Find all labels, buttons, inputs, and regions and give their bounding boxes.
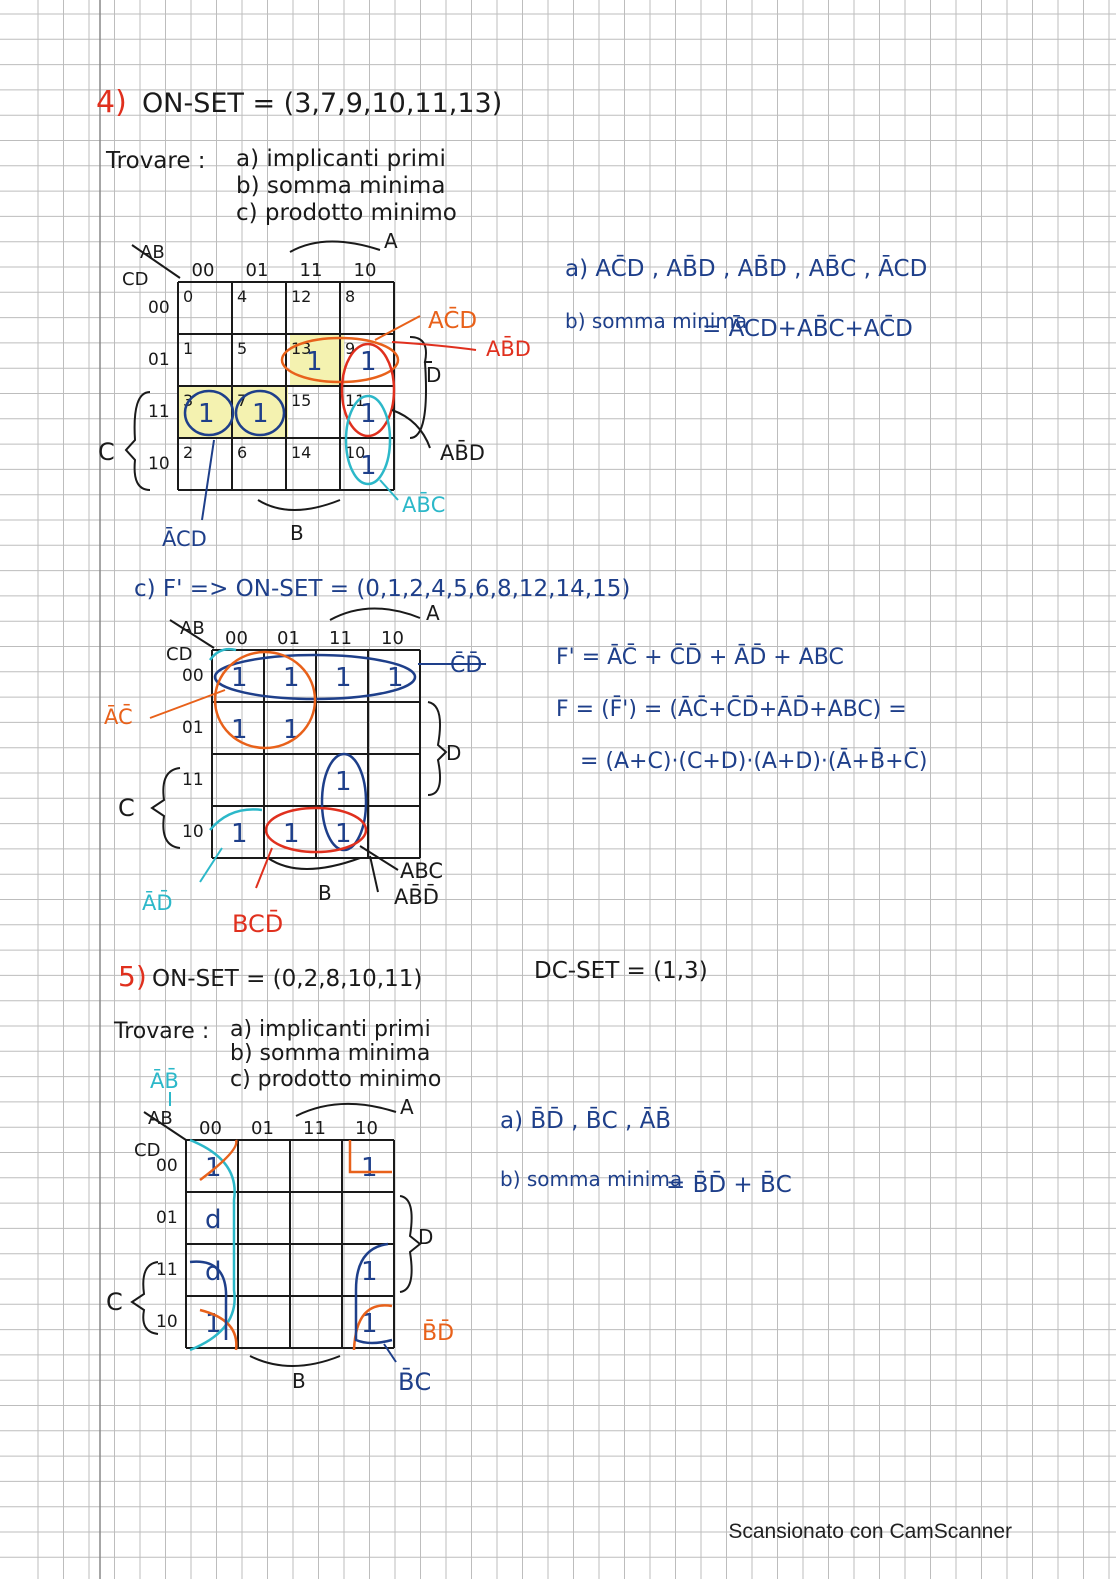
kmap-row-header: 00 [156, 1156, 178, 1177]
kmap-cell-index: 7 [237, 391, 248, 410]
kmap3-row-var: CD [134, 1140, 161, 1161]
kmap2 [104, 601, 486, 938]
kmap3-col-var: AB [148, 1108, 173, 1129]
kmap1-row-var: CD [122, 269, 149, 290]
kmap-cell-index: 0 [183, 287, 194, 306]
brace-c3 [132, 1262, 158, 1334]
kmap1-label-d: D [426, 363, 442, 387]
problem4-number: 4) [96, 85, 127, 120]
brace-b3 [250, 1356, 340, 1366]
kmap-col-header: 10 [381, 628, 404, 649]
kmap-cell-index: 4 [237, 287, 248, 306]
kmap3-label-b: B [292, 1369, 306, 1393]
kmap1-label-b: B [290, 521, 304, 545]
kmap3-label-d: D [418, 1225, 434, 1249]
kmap2-term-ad: ĀD̄ [142, 891, 173, 915]
kmap-col-header: 00 [191, 260, 215, 281]
kmap-cell-index: 11 [345, 391, 366, 410]
kmap1-label-a: A [384, 229, 398, 253]
kmap2-term-abd: AB̄D̄ [394, 885, 439, 909]
kmap2-term-bcd: BCD̄ [232, 910, 284, 938]
scanner-footer: Scansionato con CamScanner [728, 1520, 1012, 1543]
kmap2-label-d: D [446, 741, 462, 765]
problem5-answer-a: a) B̄D̄ , B̄C , ĀB̄ [500, 1108, 672, 1134]
kmap1-label-c: C [98, 438, 115, 466]
kmap-cell-value: 1 [283, 663, 300, 693]
kmap3-label-c: C [106, 1288, 123, 1316]
kmap2-col-headers [225, 628, 404, 649]
problem4-task-b: b) somma minima [236, 173, 446, 199]
kmap-col-header: 01 [277, 628, 300, 649]
partc-eq3: = (A+C)·(C+D)·(A+D)·(Ā+B̄+C̄) [580, 749, 928, 774]
kmap-row-header: 00 [182, 666, 204, 687]
brace-b [258, 500, 340, 510]
kmap-row-header: 00 [148, 298, 170, 319]
kmap3-col-headers [199, 1118, 378, 1139]
kmap-cell-value: 1 [335, 663, 352, 693]
kmap1-col-var: AB [140, 242, 165, 263]
kmap3-term-bc: B̄C [398, 1368, 432, 1396]
brace-a [290, 241, 380, 252]
kmap1-col-headers [192, 260, 377, 281]
kmap2-col-var: AB [180, 618, 205, 639]
kmap-row-header: 11 [148, 402, 170, 423]
kmap1-row-headers [148, 298, 170, 474]
kmap-row-header: 11 [182, 770, 204, 791]
problem4-task-c: c) prodotto minimo [236, 200, 457, 226]
kmap-cell-index: 3 [183, 391, 194, 410]
kmap-cell-value: 1 [231, 715, 248, 745]
kmap-col-header: 11 [329, 628, 352, 649]
brace-a3 [296, 1104, 396, 1116]
kmap3-cells [205, 1153, 378, 1339]
kmap-col-header: 00 [225, 628, 248, 649]
brace-d2 [428, 702, 446, 795]
problem5-answer-b-expr: = B̄D̄ + B̄C [666, 1172, 792, 1198]
kmap-cell-value: 1 [283, 819, 300, 849]
problem5-onset: ON-SET = (0,2,8,10,11) [152, 966, 423, 992]
kmap-row-header: 01 [156, 1208, 178, 1229]
kmap-cell-value: 1 [252, 399, 269, 429]
kmap-row-header: 10 [182, 822, 204, 843]
arrow-acd-bottom [202, 440, 214, 520]
kmap-col-header: 01 [251, 1118, 274, 1139]
kmap-row-header: 11 [156, 1260, 178, 1281]
kmap-cell-index: 10 [345, 443, 366, 462]
partc-header: c) F' => ON-SET = (0,1,2,4,5,6,8,12,14,15) [134, 576, 631, 602]
partc-eq1: F' = ĀC̄ + C̄D̄ + ĀD̄ + ABC [556, 645, 844, 670]
problem5-answer-b-label: b) somma minima [500, 1167, 683, 1191]
kmap2-label-c: C [118, 794, 135, 822]
problem5-task-b: b) somma minima [230, 1041, 431, 1066]
kmap-col-header: 10 [355, 1118, 378, 1139]
problem4-task-a: a) implicanti primi [236, 146, 446, 172]
problem5-header [113, 958, 708, 1092]
kmap-cell-value: 1 [360, 347, 377, 377]
kmap2-label-a: A [426, 601, 440, 625]
problem4-header [96, 85, 502, 226]
kmap-row-header: 10 [148, 454, 170, 475]
kmap-col-header: 00 [199, 1118, 222, 1139]
kmap2-term-ac: ĀC̄ [104, 705, 133, 729]
kmap-cell-index: 6 [237, 443, 248, 462]
kmap3-row-headers [156, 1156, 178, 1332]
kmap1-term-abd-low: AB̄D [440, 441, 485, 465]
kmap-cell-value: 1 [361, 1153, 378, 1183]
kmap-cell-value: 1 [361, 1257, 378, 1287]
brace-d3 [400, 1196, 420, 1292]
kmap-cell-value: 1 [231, 663, 248, 693]
arrow-ac [150, 690, 225, 718]
kmap-cell-value: 1 [198, 399, 215, 429]
problem5-dcset: DC-SET = (1,3) [534, 958, 708, 984]
kmap-cell-value: 1 [283, 715, 300, 745]
kmap-cell-value: 1 [306, 347, 323, 377]
kmap-cell-index: 2 [183, 443, 194, 462]
kmap-col-header: 10 [353, 260, 377, 281]
kmap1-term-abd: AB̄D [486, 337, 531, 361]
problem5-task-prefix: Trovare : [114, 1019, 210, 1044]
kmap-col-header: 11 [303, 1118, 326, 1139]
kmap-row-header: 01 [148, 350, 170, 371]
kmap2-cells [231, 663, 404, 849]
problem4-answer-b-expr: = ĀCD+AB̄C+AC̄D [702, 316, 913, 342]
kmap-cell-index: 8 [345, 287, 356, 306]
kmap2-row-headers [182, 666, 204, 842]
kmap-cell-value: 1 [335, 767, 352, 797]
kmap1-term-abc: AB̄C [402, 493, 446, 517]
kmap2-term-cd: C̄D̄ [450, 653, 483, 678]
kmap-cell-index: 9 [345, 339, 356, 358]
kmap1-term-acd: AC̄D [428, 308, 478, 334]
kmap-cell-value: d [205, 1205, 222, 1235]
problem4-answer-a: a) AC̄D , AB̄D , AB̄D , AB̄C , ĀCD [565, 256, 928, 282]
kmap-cell-value: 1 [231, 819, 248, 849]
kmap-cell-index: 13 [291, 339, 312, 358]
kmap3-label-a: A [400, 1095, 414, 1119]
kmap-row-header: 10 [156, 1312, 178, 1333]
brace-b2 [268, 858, 360, 869]
problem4-task-prefix: Trovare : [106, 148, 206, 174]
kmap1-term-acd-bottom: ĀCD [162, 527, 207, 551]
kmap2-label-b: B [318, 881, 332, 905]
problem5-task-a: a) implicanti primi [230, 1017, 431, 1042]
kmap-cell-value: 1 [205, 1309, 222, 1339]
kmap3 [106, 1068, 454, 1396]
kmap-cell-value: 1 [387, 663, 404, 693]
kmap-cell-value: d [205, 1257, 222, 1287]
kmap2-term-abc: ABC [400, 859, 444, 883]
kmap-cell-value: 1 [360, 451, 377, 481]
brace-c [126, 392, 150, 490]
kmap-cell-index: 14 [291, 443, 312, 462]
kmap3-term-ab: ĀB̄ [150, 1069, 179, 1093]
kmap-col-header: 11 [299, 260, 323, 281]
problem4-onset: ON-SET = (3,7,9,10,11,13) [142, 88, 503, 119]
kmap3-term-bd: B̄D̄ [422, 1321, 455, 1346]
kmap-cell-value: 1 [361, 1309, 378, 1339]
kmap-cell-index: 15 [291, 391, 312, 410]
kmap-cell-value: 1 [360, 399, 377, 429]
kmap2-row-var: CD [166, 644, 193, 665]
kmap-col-header: 01 [245, 260, 269, 281]
kmap-cell-value: 1 [335, 819, 352, 849]
partc-eq2: F = (F̄') = (ĀC̄+C̄D̄+ĀD̄+ABC) = [556, 697, 907, 722]
kmap-row-header: 01 [182, 718, 204, 739]
kmap-cell-index: 5 [237, 339, 248, 358]
problem5-number: 5) [118, 960, 147, 993]
kmap-cell-value: 1 [205, 1153, 222, 1183]
kmap-cell-index: 12 [291, 287, 312, 306]
problem5-task-c: c) prodotto minimo [230, 1067, 442, 1092]
kmap1 [98, 229, 531, 551]
kmap-cell-index: 1 [183, 339, 194, 358]
problem4-answer-b-label: b) somma minima [565, 309, 748, 333]
